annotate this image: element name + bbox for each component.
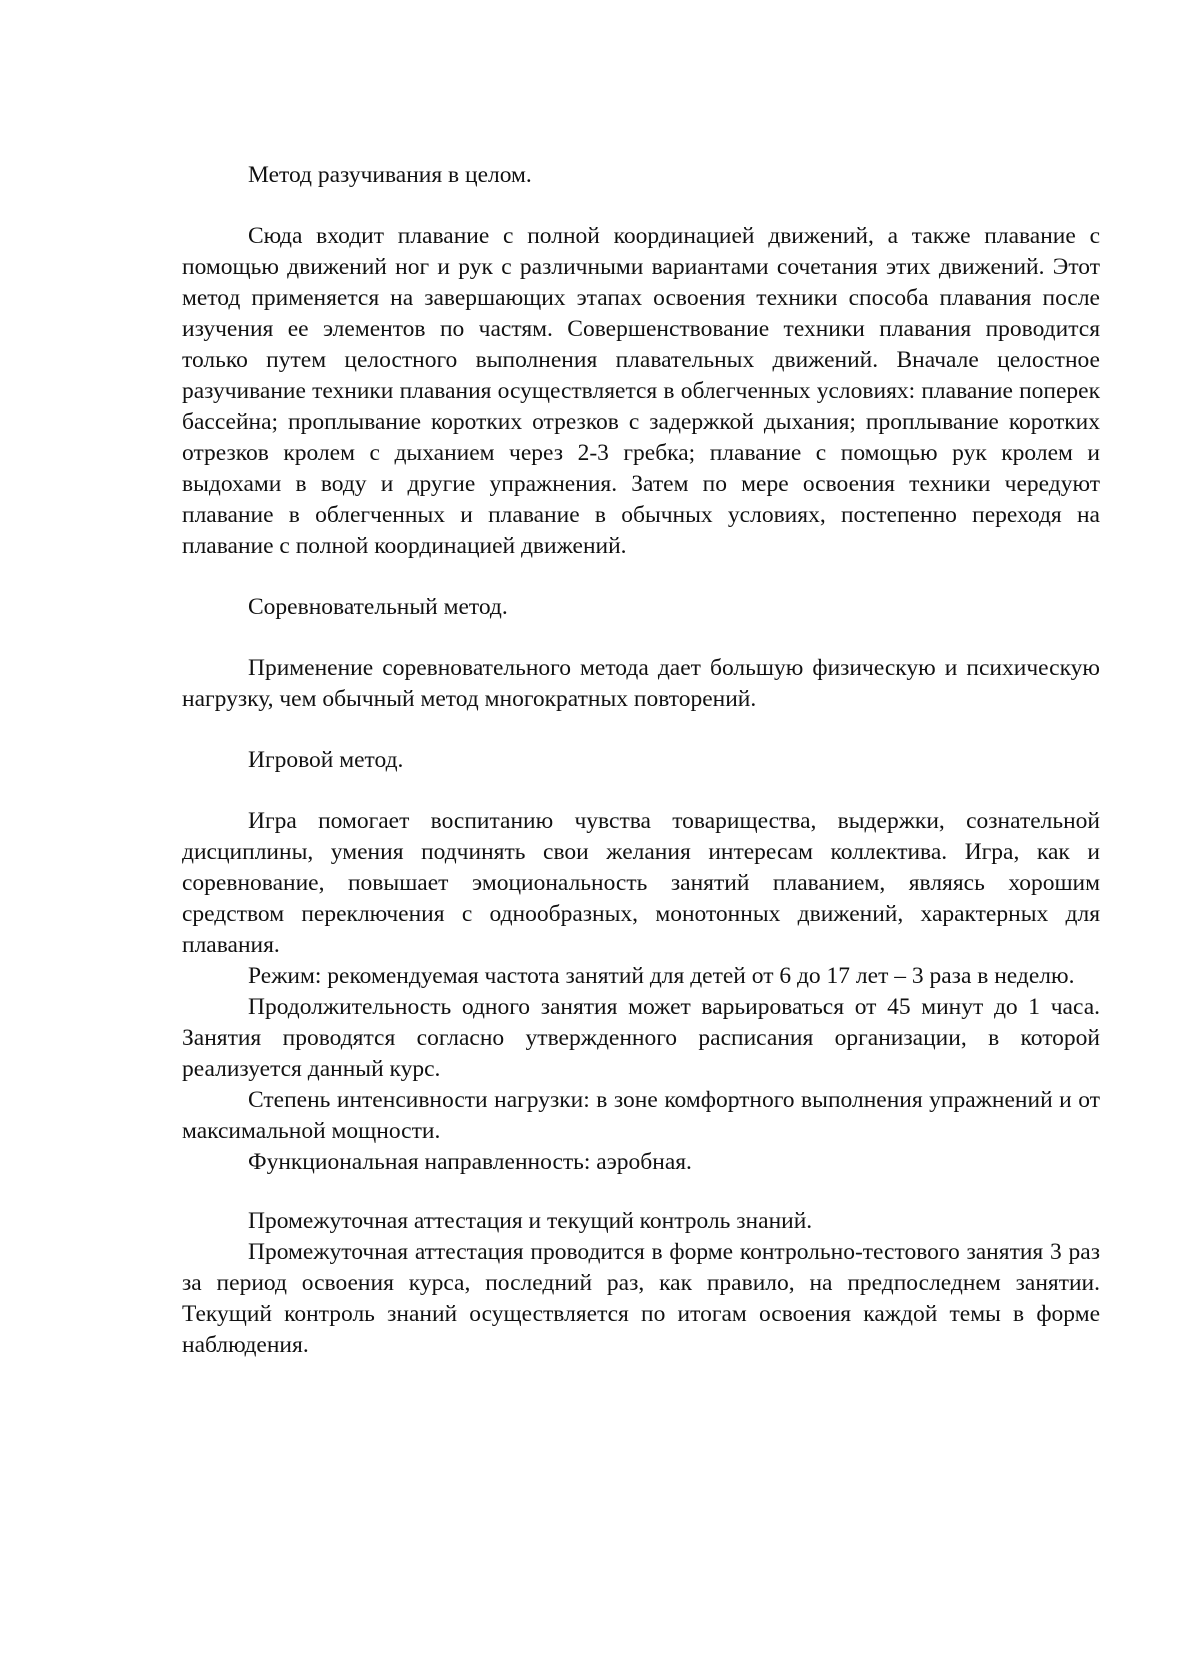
spacer (182, 191, 1100, 221)
document-page (182, 160, 1100, 1361)
heading-game-method: Игровой метод. (248, 747, 404, 773)
spacer (182, 715, 1100, 745)
heading-competitive-method: Соревновательный метод. (248, 594, 508, 620)
paragraph-duration: Продолжительность одного занятия может варьироваться от 45 минут до 1 часа. Занятия проводятся согласно утвержденного расписания организации, в которой реализуется данный курс. (182, 994, 1100, 1082)
paragraph-regime: Режим: рекомендуемая частота занятий для детей от 6 до 17 лет – 3 раза в неделю. (248, 963, 1075, 989)
paragraph-game-method: Игра помогает воспитанию чувства товарищества, выдержки, сознательной дисциплины, умения подчинять свои желания интересам коллектива. Игра, как и соревнование, повышает эмоциональность занятий плаванием, являясь хорошим средством переключения с однообразных, монотонных движений, характерных для плавания. (182, 808, 1100, 958)
spacer (182, 1178, 1100, 1206)
heading-method-whole: Метод разучивания в целом. (248, 162, 532, 188)
paragraph-intensity: Степень интенсивности нагрузки: в зоне комфортного выполнения упражнений и от максимальной мощности. (182, 1087, 1100, 1144)
paragraph-competitive-method: Применение соревновательного метода дает большую физическую и психическую нагрузку, чем обычный метод многократных повторений. (182, 655, 1100, 712)
spacer (182, 562, 1100, 592)
spacer (182, 623, 1100, 653)
heading-attestation: Промежуточная аттестация и текущий контроль знаний. (248, 1208, 813, 1234)
paragraph-method-whole: Сюда входит плавание с полной координацией движений, а также плавание с помощью движений ног и рук с различными вариантами сочетания этих движений. Этот метод применяется на завершающих этапах освоения техники способа плавания после изучения ее элементов по частям. Совершенствование техники плавания проводится только путем целостного выполнения плавательных движений. Вначале целостное разучивание техники плавания осуществляется в облегченных условиях: плавание поперек бассейна; проплывание коротких отрезков с задержкой дыхания; проплывание коротких отрезков кролем с дыханием через 2-3 гребка; плавание с помощью рук кролем и выдохами в воду и другие упражнения. Затем по мере освоения техники чередуют плавание в облегченных и плавание в обычных условиях, постепенно переходя на плавание с полной координацией движений. (182, 223, 1100, 559)
paragraph-orientation: Функциональная направленность: аэробная. (248, 1149, 692, 1175)
paragraph-attestation: Промежуточная аттестация проводится в форме контрольно-тестового занятия 3 раз за период освоения курса, последний раз, как правило, на предпоследнем занятии. Текущий контроль знаний осуществляется по итогам освоения каждой темы в форме наблюдения. (182, 1239, 1100, 1358)
spacer (182, 776, 1100, 806)
